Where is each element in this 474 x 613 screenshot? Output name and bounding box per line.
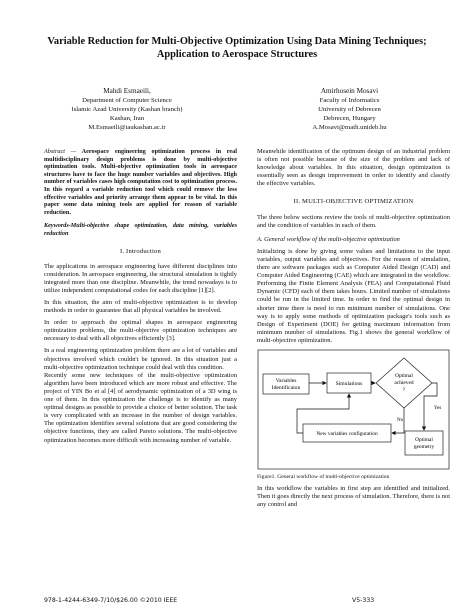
left-column <box>44 148 237 445</box>
diamond-label: Optimal <box>395 372 413 379</box>
author-name: Mahdi Esmaeili, <box>103 87 151 95</box>
optimal-geometry-box <box>405 431 443 455</box>
author-email: A.Mosavi@math.unideb.hu <box>312 123 387 131</box>
intro-paragraph: Recently some new techniques of the multi-objective optimization algorithm have been introduced which are more robust and effective. The project of YIN Bo et al [4] of aerodynamic optimization of a 3D wing is one of them. In this optimization the challenge is to identify as many optimal designs as possible to provide a choice of better solution. The task is very complicated with an increase in the number of design variables. The optimization identifies several solutions that are good considering the objective functions, they are called Pareto solutions. The multi-objective optimization becomes more difficult with increasing number of variable. <box>44 371 237 444</box>
footer-isbn: 978-1-4244-6349-7/10/$26.00 ©2010 IEEE <box>44 597 178 604</box>
no-label: No <box>397 417 404 423</box>
optimal-geometry-label: Optimal <box>415 436 433 443</box>
paper-title: Variable Reduction for Multi-Objective Optimization Using Data Mining Techniques; Application to Aerospace Structures <box>47 36 427 60</box>
intro-paragraph: In a real engineering optimization problem there are a lot of variables and objectives involved which couldn't be ignored. In this situation just a multi-objective optimization technique could deal with this condition. <box>44 347 237 371</box>
author-affiliation: Faculty of Informatics <box>319 96 380 104</box>
subsection-heading-a: A. General workflow of the multi-objective optimization <box>257 235 400 243</box>
intro-paragraph: The applications in aerospace engineering have different disciplines into consideration. In aerospace engineering, the structural simulation is tightly integrated more than one discipline. Meanwhile, the trend nowadays is to utilize independent computational codes for each discipline [1][2]. <box>44 262 237 294</box>
section-heading-intro: I. Introduction <box>119 247 162 255</box>
variables-box <box>263 374 309 394</box>
figure-caption: Figure1. General workflow of multi-objective optimization <box>257 473 390 480</box>
abstract <box>44 148 237 216</box>
section-heading-mo: II. MULTI-OBJECTIVE OPTIMIZATION <box>293 198 414 206</box>
diamond-label: ? <box>402 386 406 393</box>
workflow-diagram <box>257 349 450 471</box>
author-name: Amirhosein Mosavi <box>320 87 379 95</box>
author-affiliation: Department of Computer Science <box>82 96 172 104</box>
author-location: Debrecen, Hungary <box>323 114 376 122</box>
author-block-2 <box>272 87 427 133</box>
author-block-1 <box>52 87 202 133</box>
workflow-figure <box>257 349 450 471</box>
mo-paragraph: The three below sections review the tools of multi-objective optimization and the condition of variables in each of them. <box>257 213 450 229</box>
intro-paragraph: In order to approach the optimal shapes in aerospace engineering optimization problems, the multi-objective optimization techniques are necessary to deal with all objectives efficiently [3]. <box>44 319 237 343</box>
author-location: Kashan, Iran <box>109 114 145 122</box>
intro-paragraph: In this situation, the aim of multi-objective optimization is to develop methods in order to guarantee that all physical variables be involved. <box>44 299 237 315</box>
diamond-label: achieved <box>394 379 414 386</box>
variables-label-2: Identificaion <box>271 384 301 391</box>
right-column <box>257 148 450 509</box>
new-variables-label: New variables configuration <box>316 430 378 437</box>
abstract-lead: Abstract — <box>44 148 77 155</box>
simulations-label: Simulations <box>335 380 363 387</box>
author-affiliation: Islamic Azad University (Kashan branch) <box>71 105 183 113</box>
variables-label: Variables <box>275 377 297 384</box>
author-affiliation: University of Debrecen <box>318 105 381 113</box>
after-figure-paragraph: In this workflow the variables in first step are identified and initialized. Then it goes directly the next process of simulation. Therefore, there is not any control and <box>257 485 450 509</box>
yes-label: Yes <box>434 405 442 411</box>
right-intro-paragraph: Meanwhile identification of the optimum design of an industrial problem is often not possible because of the size of the problem and lack of knowledge about variables. In this situation, design optimization is essentially seen as design improvement in order to identify and classify the effective variables. <box>257 148 450 188</box>
footer-page-number: V5-333 <box>352 597 375 604</box>
author-email: M.Esmaeili@iaukashan.ac.ir <box>88 123 166 131</box>
optimal-geometry-label: geometry <box>413 443 435 450</box>
abstract-text: Aerospace engineering optimization process in real multidisciplinary design problems is done by multi-objective optimization tools. Multi-objective optimization tools in aerospace structures have to face the huge number variables and objectives. High number of variables cases high computation cost to optimization process. In this regard a variable reduction tool which could remove the less effective variables and priority arrange them appear to be vital. In this paper some data mining tools are applied for reason of variable reduction. <box>44 148 237 216</box>
subsection-a-paragraph: Initializing is done by giving some values and limitations to the input variables, output variables and objectives. For the reason of simulation, there are software packages such as Computer Aided Design (CAD) and Computer Aided Engineering (CAE) which are integrated in the workflow. Performing the Finite Element Analysis (FEA) and Computational Fluid Dynamic (CFD) each of them takes hours. Limited number of simulations could be run in the limited time. In order to find the optimal design in shorter time there is need to run minimum number of simulations. One way is to apply some methods of optimization package's tools such as Design of Experiment (DOE) for getting maximum information from minimum number of simulations. Fig.1 shows the general workflow of multi-objective optimization. <box>257 247 450 344</box>
keywords: Keywords-Multi-objective shape optimization, data mining, variables reduction <box>44 222 237 237</box>
